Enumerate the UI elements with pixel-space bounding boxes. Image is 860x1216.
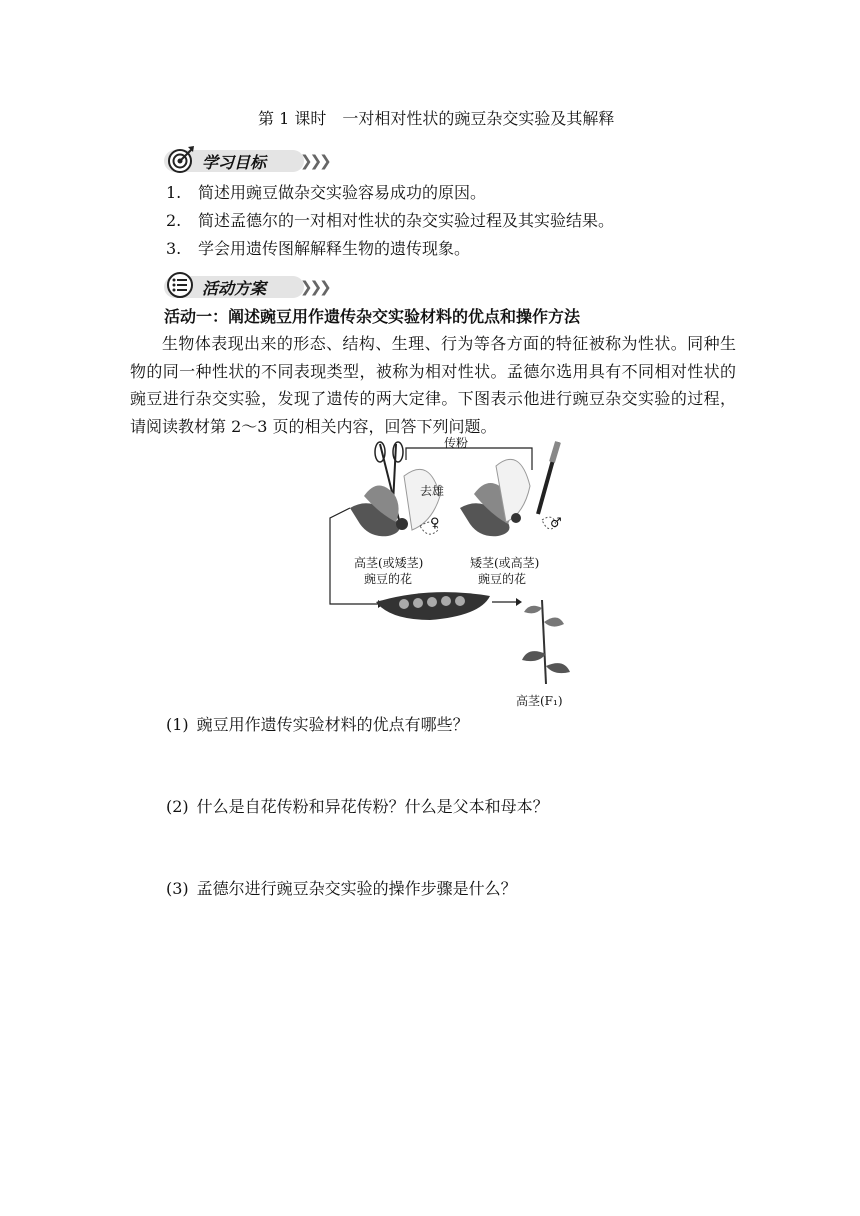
question-item: (3) 孟德尔进行豌豆杂交实验的操作步骤是什么？	[166, 879, 517, 898]
question-item: (2) 什么是自花传粉和异花传粉？什么是父本和母本？	[166, 797, 549, 816]
female-symbol: ♀	[430, 516, 440, 531]
emasculation-label: 去雄	[420, 484, 445, 498]
activity-title: 活动一：阐述豌豆用作遗传杂交实验材料的优点和操作方法	[164, 307, 581, 326]
section-label-activity: 活动方案	[202, 279, 267, 298]
target-icon	[166, 144, 196, 174]
paintbrush-icon	[538, 442, 558, 514]
left-flower-label: 豌豆的花	[364, 572, 413, 586]
list-item: 3. 学会用遗传图解解释生物的遗传现象。	[166, 239, 471, 258]
pea-pod	[376, 592, 490, 620]
chevrons-icon: ❯❯❯	[300, 152, 329, 170]
chevrons-icon: ❯❯❯	[300, 278, 329, 296]
section-label-goals: 学习目标	[202, 153, 267, 172]
offspring-label: 高茎(F₁)	[516, 694, 563, 708]
offspring-plant	[522, 600, 570, 684]
right-flower-label: 豌豆的花	[478, 572, 527, 586]
list-item: 1. 简述用豌豆做杂交实验容易成功的原因。	[166, 183, 487, 202]
right-flower-label: 矮茎(或高茎)	[470, 556, 540, 570]
pea-cross-diagram	[320, 436, 580, 711]
page-title: 第 1 课时 一对相对性状的豌豆杂交实验及其解释	[258, 109, 615, 128]
male-symbol: ♂	[550, 516, 562, 531]
pollination-label: 传粉	[444, 436, 469, 450]
list-icon	[166, 270, 196, 300]
question-item: (1) 豌豆用作遗传实验材料的优点有哪些？	[166, 715, 469, 734]
list-item: 2. 简述孟德尔的一对相对性状的杂交实验过程及其实验结果。	[166, 211, 615, 230]
left-flower-label: 高茎(或矮茎)	[354, 556, 424, 570]
intro-paragraph: 生物体表现出来的形态、结构、生理、行为等各方面的特征被称为性状。同种生物的同一种性状的不同表现类型，被称为相对性状。孟德尔选用具有不同相对性状的豌豆进行杂交实验，发现了遗传的两大定律。下图表示他进行豌豆杂交实验的过程，请阅读教材第 2～3 页的相关内容，回答下列问题。	[130, 334, 736, 436]
